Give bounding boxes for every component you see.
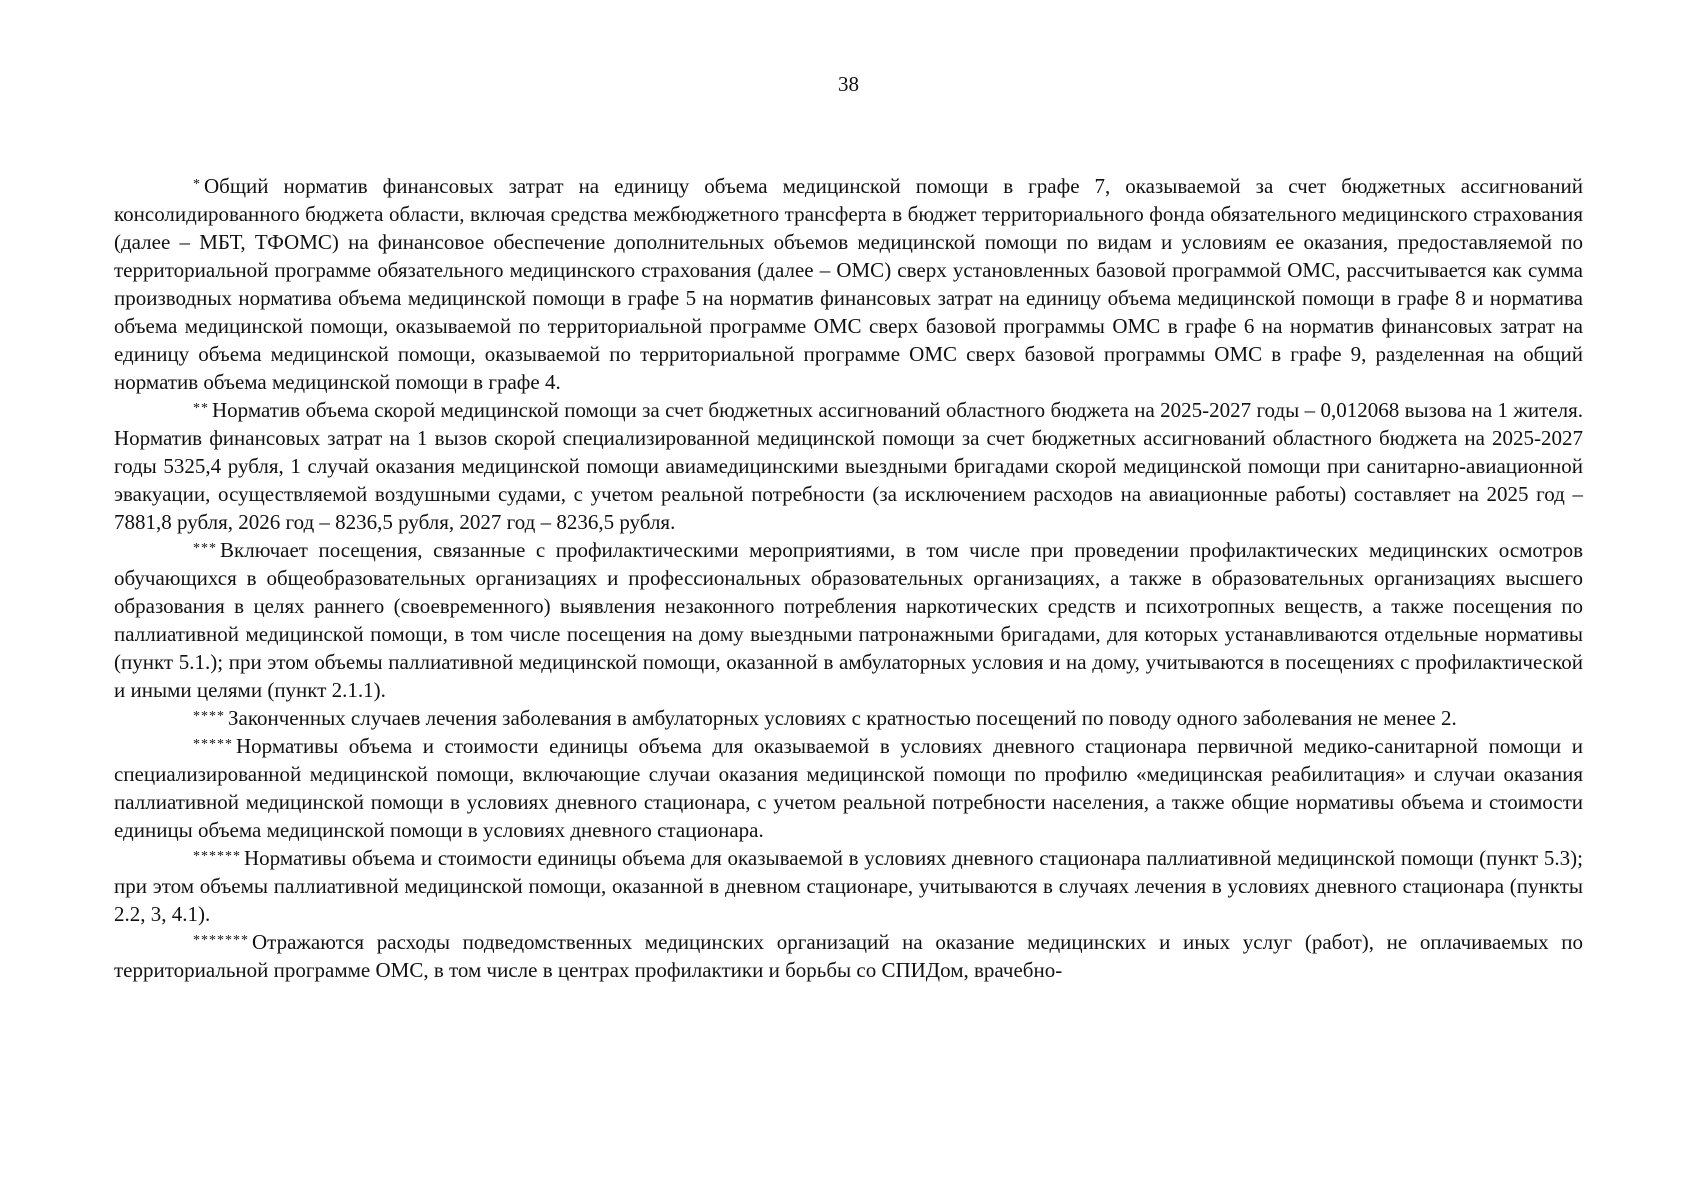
footnote-7 [114, 928, 1583, 984]
footnote-text: Нормативы объема и стоимости единицы объема для оказываемой в условиях дневного стационара паллиативной медицинской помощи (пункт 5.3); при этом объемы паллиативной медицинской помощи, оказанной в дневном стационаре, учитываются в случаях лечения в условиях дневного стационара (пункты 2.2, 3, 4.1). [114, 846, 1583, 926]
footnote-mark: **** [193, 709, 225, 724]
footnote-mark: ****** [193, 849, 241, 864]
footnote-text: Общий норматив финансовых затрат на единицу объема медицинской помощи в графе 7, оказываемой за счет бюджетных ассигнований консолидированного бюджета области, включая средства межбюджетного трансферта в бюджет территориального фонда обязательного медицинского страхования (далее – МБТ, ТФОМС) на финансовое обеспечение дополнительных объемов медицинской помощи по видам и условиям ее оказания, предоставляемой по территориальной программе обязательного медицинского страхования (далее – ОМС) сверх установленных базовой программой ОМС, рассчитывается как сумма производных норматива объема медицинской помощи в графе 5 на норматив финансовых затрат на единицу объема медицинской помощи в графе 8 и норматива объема медицинской помощи, оказываемой по территориальной программе ОМС сверх базовой программы ОМС в графе 6 на норматив финансовых затрат на единицу объема медицинской помощи, оказываемой по территориальной программе ОМС сверх базовой программы ОМС в графе 9, разделенная на общий норматив объема медицинской помощи в графе 4. [114, 174, 1583, 394]
footnote-text: Нормативы объема и стоимости единицы объема для оказываемой в условиях дневного стационара первичной медико-санитарной помощи и специализированной медицинской помощи, включающие случаи оказания медицинской помощи по профилю «медицинская реабилитация» и случаи оказания паллиативной медицинской помощи в условиях дневного стационара, с учетом реальной потребности населения, а также общие нормативы объема и стоимости единицы объема медицинской помощи в условиях дневного стационара. [114, 734, 1583, 842]
footnote-6 [114, 844, 1583, 928]
footnote-3 [114, 536, 1583, 704]
footnote-4 [114, 704, 1583, 732]
footnote-mark: ***** [193, 737, 233, 752]
footnote-mark: ******* [193, 933, 249, 948]
footnote-5 [114, 732, 1583, 844]
footnote-mark: *** [193, 541, 217, 556]
page-number: 38 [838, 72, 859, 96]
footnote-1 [114, 172, 1583, 396]
footnote-2 [114, 396, 1583, 536]
footnotes [114, 172, 1583, 984]
footnote-text: Законченных случаев лечения заболевания в амбулаторных условиях с кратностью посещений по поводу одного заболевания не менее 2. [228, 706, 1457, 730]
footnote-text: Включает посещения, связанные с профилактическими мероприятиями, в том числе при проведении профилактических медицинских осмотров обучающихся в общеобразовательных организациях и профессиональных образовательных организациях, а также в образовательных организациях высшего образования в целях раннего (своевременного) выявления незаконного потребления наркотических средств и психотропных веществ, а также посещения по паллиативной медицинской помощи, в том числе посещения на дому выездными патронажными бригадами, для которых устанавливаются отдельные нормативы (пункт 5.1.); при этом объемы паллиативной медицинской помощи, оказанной в амбулаторных условия и на дому, учитываются в посещениях с профилактической и иными целями (пункт 2.1.1). [114, 538, 1583, 702]
footnote-mark: * [193, 177, 201, 192]
footnote-text: Норматив объема скорой медицинской помощи за счет бюджетных ассигнований областного бюджета на 2025-2027 годы – 0,012068 вызова на 1 жителя. Норматив финансовых затрат на 1 вызов скорой специализированной медицинской помощи за счет бюджетных ассигнований областного бюджета на 2025-2027 годы 5325,4 рубля, 1 случай оказания медицинской помощи авиамедицинскими выездными бригадами скорой медицинской помощи при санитарно-авиационной эвакуации, осуществляемой воздушными судами, с учетом реальной потребности (за исключением расходов на авиационные работы) составляет на 2025 год – 7881,8 рубля, 2026 год – 8236,5 рубля, 2027 год – 8236,5 рубля. [114, 398, 1583, 534]
footnote-text: Отражаются расходы подведомственных медицинских организаций на оказание медицинских и иных услуг (работ), не оплачиваемых по территориальной программе ОМС, в том числе в центрах профилактики и борьбы со СПИДом, врачебно- [114, 930, 1583, 982]
footnote-mark: ** [193, 401, 209, 416]
